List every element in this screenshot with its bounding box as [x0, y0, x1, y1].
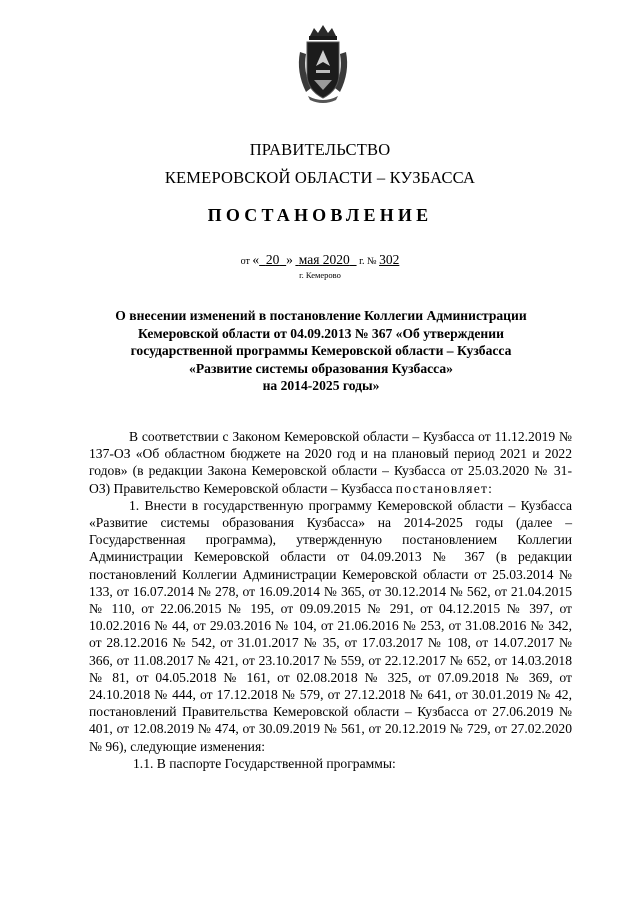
city-label: г. Кемерово [299, 270, 341, 280]
body-paragraph-preamble [89, 428, 572, 497]
date-quote-close: » [286, 252, 293, 267]
body-paragraph-item-1: 1. Внести в государственную программу Кемеровской области – Кузбасса «Развитие системы образования Кузбасса» на 2014-2025 годы (далее – Государственная программа), утвержденную постановлением Коллегии Администрации Кемеровской области от 04.09.2013 № 367 (в редакции постановлений Коллегии Администрации Кемеровской области от 25.03.2014 № 133, от 16.07.2014 № 278, от 16.09.2014 № 365, от 30.12.2014 № 562, от 21.04.2015 № 110, от 22.06.2015 № 195, от 09.09.2015 № 291, от 04.12.2015 № 397, от 10.02.2016 № 44, от 29.03.2016 № 104, от 21.06.2016 № 253, от 31.08.2016 № 342, от 28.12.2016 № 542, от 31.01.2017 № 35, от 17.03.2017 № 108, от 14.07.2017 № 366, от 11.08.2017 № 421, от 23.10.2017 № 559, от 22.12.2017 № 652, от 14.03.2018 № 81, от 04.05.2018 № 161, от 02.08.2018 № 325, от 07.09.2018 № 369, от 24.10.2018 № 444, от 17.12.2018 № 579, от 27.12.2018 № 641, от 30.01.2019 № 42, постановлений Правительства Кемеровской области – Кузбасса от 27.06.2019 № 401, от 12.08.2019 № 474, от 30.09.2019 № 561, от 20.12.2019 № 729, от 27.02.2020 № 96), следующие изменения: [89, 497, 572, 754]
resolves-word: постановляет: [395, 480, 494, 496]
title-line: Кемеровской области от 04.09.2013 № 367 «Об утверждении [138, 325, 504, 341]
organization-name-line2: КЕМЕРОВСКОЙ ОБЛАСТИ – КУЗБАССА [164, 168, 476, 187]
document-title [90, 307, 552, 395]
date-month-year [295, 252, 356, 267]
date-day [259, 252, 286, 267]
date-number-line [0, 252, 640, 268]
date-prefix: от [240, 256, 250, 267]
document-number: 302 [379, 252, 400, 267]
organization-name-line1: ПРАВИТЕЛЬСТВО [249, 140, 391, 159]
preamble-text: В соответствии с Законом Кемеровской области – Кузбасса от 11.12.2019 № 137-ОЗ «Об областном бюджете на 2020 год и на плановый период 2021 и 2022 годов» (в редакции Закона Кемеровской области – Кузбасса от 25.03.2020 № 31-ОЗ) Правительство Кемеровской области – Кузбасса [89, 429, 572, 496]
date-quote-open: « [252, 252, 260, 267]
date-year-suffix: г. [359, 256, 365, 267]
title-line: на 2014-2025 годы» [262, 378, 380, 393]
body-paragraph-item-1-1: 1.1. В паспорте Государственной программы: [133, 755, 396, 771]
title-line: О внесении изменений в постановление Коллегии Администрации [115, 308, 527, 323]
date-month-year-value: мая 2020 [298, 252, 350, 267]
title-line: государственной программы Кемеровской области – Кузбасса [130, 343, 512, 358]
document-body [89, 428, 572, 772]
document-type-heading: ПОСТАНОВЛЕНИЕ [207, 205, 433, 225]
title-line: «Развитие системы образования Кузбасса» [189, 360, 453, 376]
coat-of-arms-emblem [294, 22, 352, 104]
date-day-value: 20 [265, 252, 280, 267]
number-sign: № [367, 256, 377, 267]
